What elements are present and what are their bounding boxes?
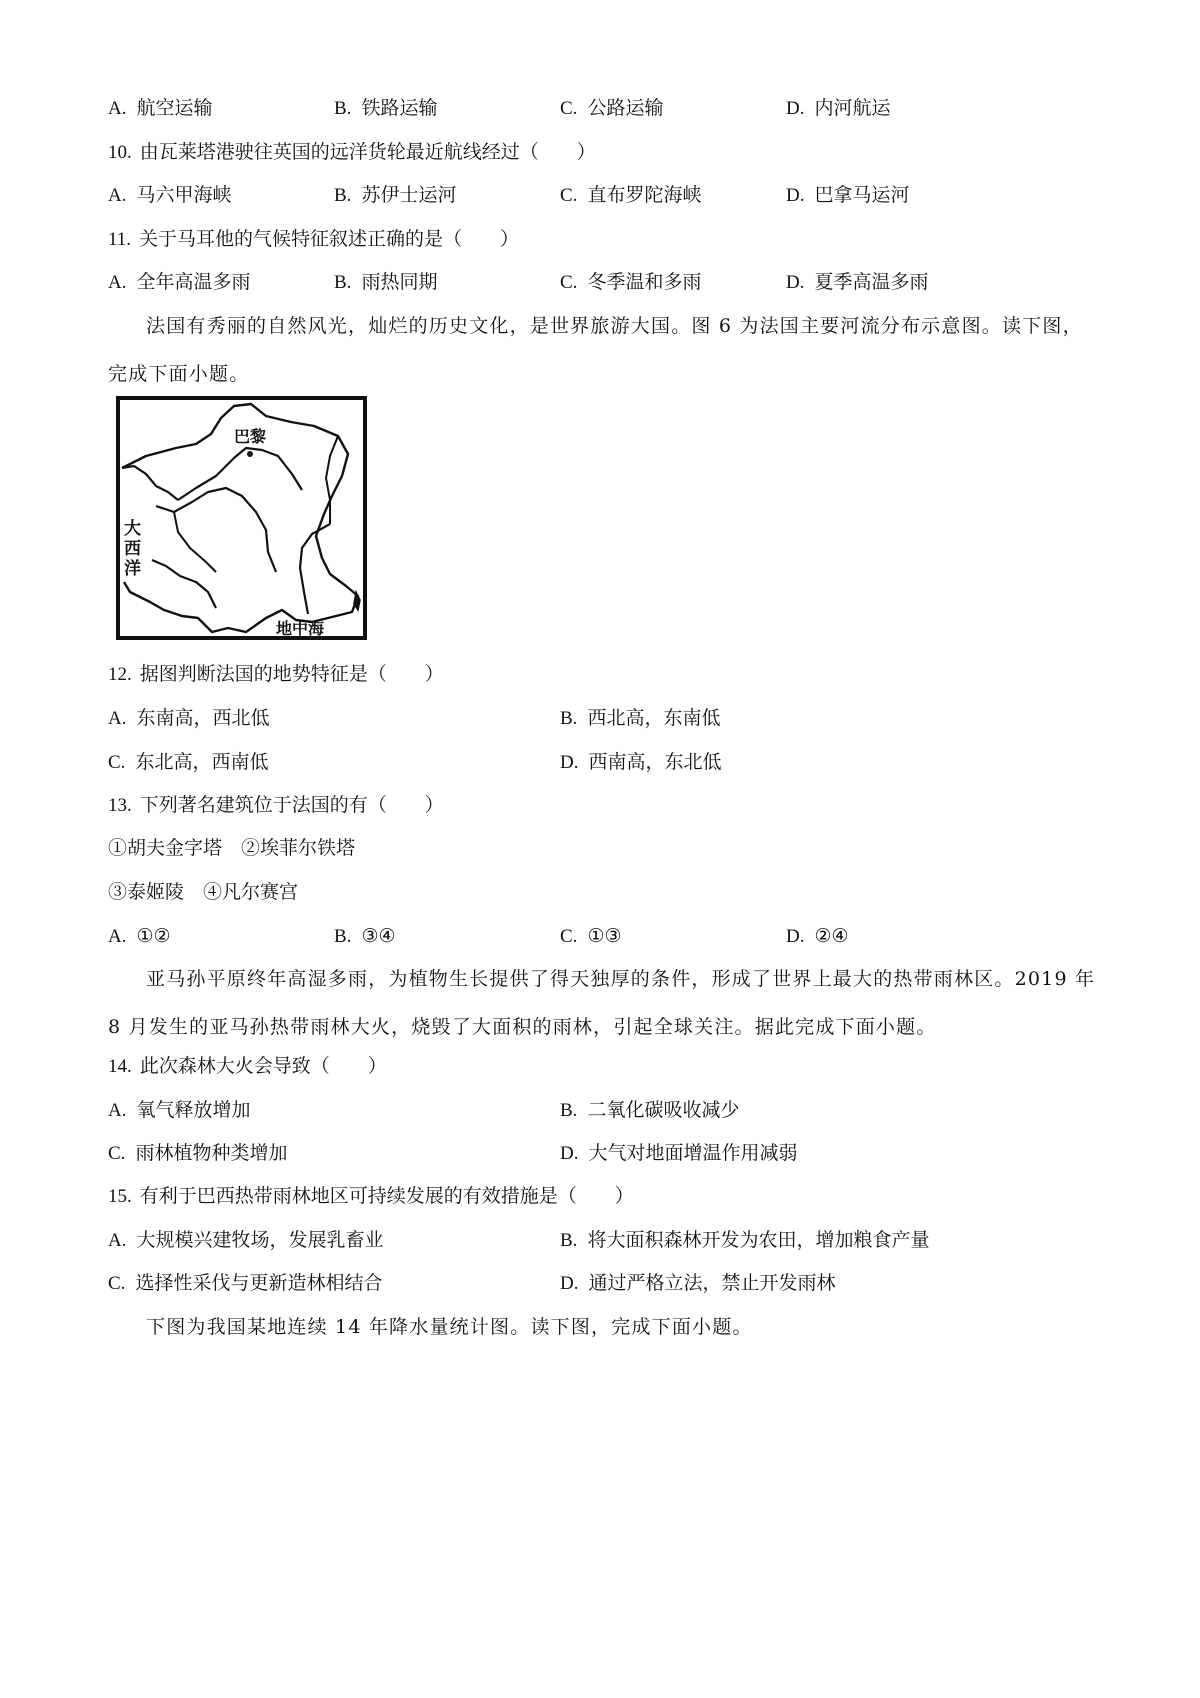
mediterranean-label: 地中海 (276, 619, 325, 638)
question-number: 15. (108, 1186, 132, 1207)
france-map-svg (116, 396, 368, 642)
option-letter: B. (560, 708, 578, 729)
atlantic-label-2: 西 (124, 539, 141, 559)
q15-stem (108, 1184, 634, 1209)
option-text: 铁路运输 (361, 97, 438, 119)
q15-option-c (108, 1271, 382, 1296)
q9-option-b (334, 96, 437, 121)
option-letter: B. (334, 98, 352, 119)
q14-option-b (560, 1098, 739, 1123)
option-text: 氧气释放增加 (136, 1099, 251, 1121)
option-letter: C. (560, 98, 578, 119)
q12-option-d (560, 750, 722, 775)
q14-option-c (108, 1141, 287, 1166)
q10-option-d (786, 183, 910, 208)
question-text: 此次森林大火会导致（ ） (139, 1055, 387, 1077)
q11-option-c (560, 270, 701, 295)
option-letter: B. (334, 185, 352, 206)
option-letter: D. (560, 1143, 579, 1164)
q14-option-d (560, 1141, 798, 1166)
option-text: 公路运输 (587, 97, 664, 119)
q15-option-a (108, 1228, 384, 1253)
option-letter: A. (108, 185, 127, 206)
option-text: 航空运输 (136, 97, 213, 119)
option-text: ③④ (361, 925, 396, 947)
question-number: 11. (108, 229, 132, 250)
option-letter: D. (786, 272, 805, 293)
option-letter: A. (108, 1230, 127, 1251)
option-letter: D. (560, 1273, 579, 1294)
option-text: 雨热同期 (361, 271, 438, 293)
option-letter: D. (786, 926, 805, 947)
option-text: 马六甲海峡 (136, 184, 232, 206)
option-letter: C. (108, 1273, 126, 1294)
amazon-intro-paragraph: 亚马孙平原终年高湿多雨，为植物生长提供了得天独厚的条件，形成了世界上最大的热带雨林区。2019 年 8 月发生的亚马孙热带雨林大火，烧毁了大面积的雨林，引起全球关注。据此完成下面小题。 (108, 968, 1096, 1038)
q13-items-line-1: ①胡夫金字塔 ②埃菲尔铁塔 (108, 837, 356, 859)
option-text: 巴拿马运河 (814, 184, 910, 206)
option-letter: A. (108, 98, 127, 119)
q12-option-c (108, 750, 268, 775)
question-text: 由瓦莱塔港驶往英国的远洋货轮最近航线经过（ ） (139, 141, 596, 163)
option-text: 二氧化碳吸收减少 (587, 1099, 740, 1121)
option-text: ①③ (587, 925, 622, 947)
option-letter: A. (108, 272, 127, 293)
france-river-map (116, 396, 368, 642)
question-text: 有利于巴西热带雨林地区可持续发展的有效措施是（ ） (139, 1185, 634, 1207)
atlantic-label-3: 洋 (124, 559, 141, 579)
question-text: 据图判断法国的地势特征是（ ） (139, 663, 444, 685)
paris-marker (247, 451, 253, 457)
option-text: 将大面积森林开发为农田，增加粮食产量 (587, 1229, 930, 1251)
option-letter: C. (560, 272, 578, 293)
option-letter: D. (560, 752, 579, 773)
q12-option-b (560, 706, 720, 731)
option-text: 雨林植物种类增加 (135, 1142, 288, 1164)
q9-option-d (786, 96, 891, 121)
option-letter: C. (560, 185, 578, 206)
q13-stem (108, 793, 444, 818)
option-letter: B. (334, 272, 352, 293)
q13-option-b (334, 924, 396, 949)
option-text: 西南高，东北低 (588, 751, 722, 773)
option-text: ①② (136, 925, 171, 947)
option-text: 直布罗陀海峡 (587, 184, 702, 206)
q10-option-a (108, 183, 232, 208)
q13-items-line-2: ③泰姬陵 ④凡尔赛宫 (108, 881, 299, 903)
q14-stem (108, 1054, 387, 1079)
option-text: ②④ (814, 925, 849, 947)
q11-option-d (786, 270, 929, 295)
q13-option-a (108, 924, 171, 949)
option-text: 全年高温多雨 (136, 271, 251, 293)
option-text: 冬季温和多雨 (587, 271, 702, 293)
q9-option-c (560, 96, 663, 121)
paris-label: 巴黎 (234, 427, 267, 446)
option-letter: C. (560, 926, 578, 947)
option-letter: B. (560, 1100, 578, 1121)
option-text: 夏季高温多雨 (814, 271, 929, 293)
france-intro-paragraph: 法国有秀丽的自然风光，灿烂的历史文化，是世界旅游大国。图 6 为法国主要河流分布示意图。读下图，完成下面小题。 (108, 315, 1083, 385)
option-text: 东北高，西南低 (135, 751, 269, 773)
q14-option-a (108, 1098, 251, 1123)
q11-option-b (334, 270, 437, 295)
q11-option-a (108, 270, 251, 295)
question-number: 13. (108, 795, 132, 816)
question-text: 关于马耳他的气候特征叙述正确的是（ ） (139, 228, 520, 250)
option-text: 苏伊士运河 (361, 184, 457, 206)
option-text: 通过严格立法，禁止开发雨林 (588, 1272, 836, 1294)
q10-option-c (560, 183, 701, 208)
option-text: 内河航运 (814, 97, 891, 119)
question-number: 10. (108, 142, 132, 163)
precip-intro-paragraph: 下图为我国某地连续 14 年降水量统计图。读下图，完成下面小题。 (146, 1316, 753, 1338)
q12-option-a (108, 706, 270, 731)
option-letter: D. (786, 98, 805, 119)
atlantic-label-1: 大 (124, 519, 141, 539)
option-letter: C. (108, 752, 126, 773)
option-letter: C. (108, 1143, 126, 1164)
q15-option-b (560, 1228, 929, 1253)
option-letter: B. (560, 1230, 578, 1251)
option-text: 东南高，西北低 (136, 707, 270, 729)
q12-stem (108, 662, 444, 687)
q10-option-b (334, 183, 456, 208)
q10-stem (108, 140, 596, 165)
q13-option-d (786, 924, 849, 949)
question-number: 12. (108, 664, 132, 685)
q11-stem (108, 227, 519, 252)
question-text: 下列著名建筑位于法国的有（ ） (139, 794, 444, 816)
option-text: 大气对地面增温作用减弱 (588, 1142, 798, 1164)
option-letter: A. (108, 926, 127, 947)
question-number: 14. (108, 1056, 132, 1077)
option-letter: A. (108, 708, 127, 729)
q13-option-c (560, 924, 622, 949)
option-text: 选择性采伐与更新造林相结合 (135, 1272, 383, 1294)
q9-option-a (108, 96, 213, 121)
option-letter: D. (786, 185, 805, 206)
option-letter: B. (334, 926, 352, 947)
option-text: 西北高，东南低 (587, 707, 721, 729)
q15-option-d (560, 1271, 836, 1296)
option-text: 大规模兴建牧场，发展乳畜业 (136, 1229, 384, 1251)
option-letter: A. (108, 1100, 127, 1121)
